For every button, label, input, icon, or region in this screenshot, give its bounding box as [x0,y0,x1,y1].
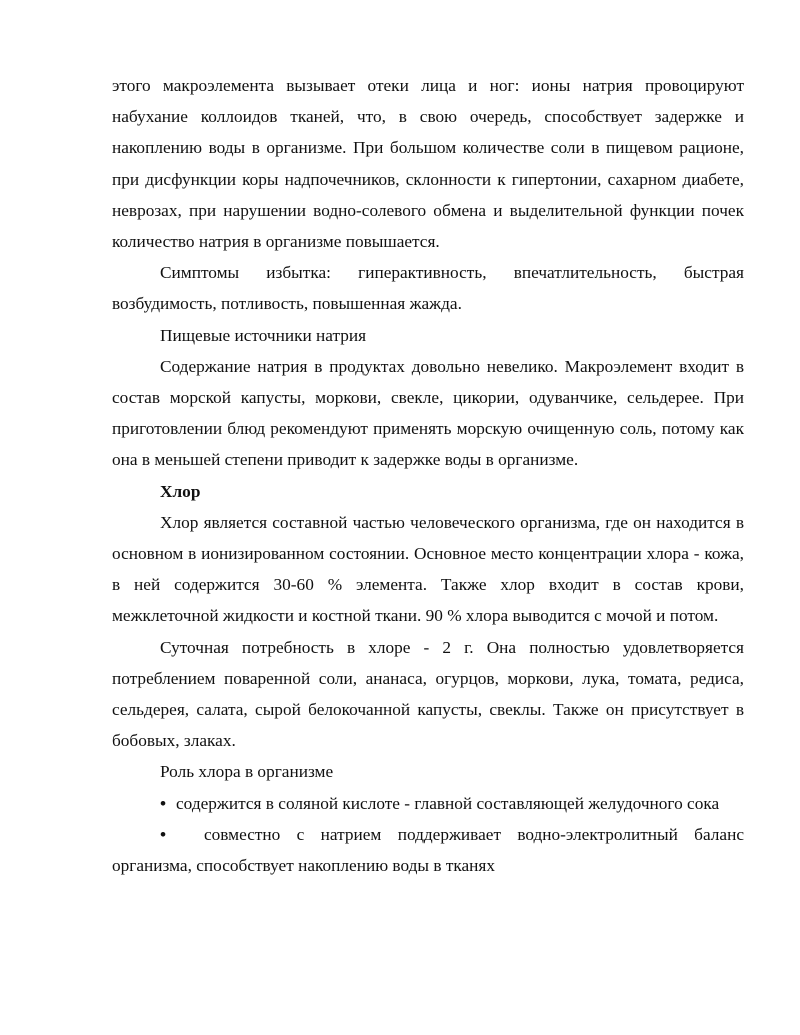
paragraph-sodium-excess-causes: этого макроэлемента вызывает отеки лица и ног: ионы натрия провоцируют набухание коллоидов тканей, что, в свою очередь, способствует задержке и накоплению воды в организме. При большом количестве соли в пищевом рационе, при дисфункции коры надпочечников, склонности к гипертонии, сахарном диабете, неврозах, при нарушении водно-солевого обмена и выделительной функции почек количество натрия в организме повышается. [112,76,744,252]
subheading-sodium-sources: Пищевые источники натрия [160,325,367,345]
section-heading-chlorine: Хлор [160,481,201,501]
paragraph-excess-symptoms: Симптомы избытка: гиперактивность, впечатлительность, быстрая возбудимость, потливость, повышенная жажда. [112,263,744,314]
paragraph-sodium-sources: Содержание натрия в продуктах довольно невелико. Макроэлемент входит в состав морской капусты, моркови, свекле, цикории, одуванчике, сельдерее. При приготовлении блюд рекомендуют применять морскую очищенную соль, потому как она в меньшей степени приводит к задержке воды в организме. [112,356,744,470]
list-item [112,819,744,881]
page-body [112,70,744,881]
paragraph-chlorine-intro: Хлор является составной частью человеческого организма, где он находится в основном в ионизированном состоянии. Основное место концентрации хлора - кожа, в ней содержится 30-60 % элемента. Также хлор входит в состав крови, межклеточной жидкости и костной ткани. 90 % хлора выводится с мочой и потом. [112,512,744,626]
list-item-text: совместно с натрием поддерживает водно-электролитный баланс организма, способствует накоплению воды в тканях [112,824,744,876]
list-item [112,788,744,819]
subheading-chlorine-role: Роль хлора в организме [160,762,334,782]
bullet-icon: • [160,824,167,844]
paragraph-chlorine-daily-need: Суточная потребность в хлоре - 2 г. Она полностью удовлетворяется потреблением поваренной соли, ананаса, огурцов, моркови, лука, томата, редиса, сельдерея, салата, сырой белокочанной капусты, свеклы. Также он присутствует в бобовых, злаках. [112,637,744,751]
bullet-icon: • [160,793,167,813]
list-item-text: содержится в соляной кислоте - главной составляющей желудочного сока [176,793,720,813]
